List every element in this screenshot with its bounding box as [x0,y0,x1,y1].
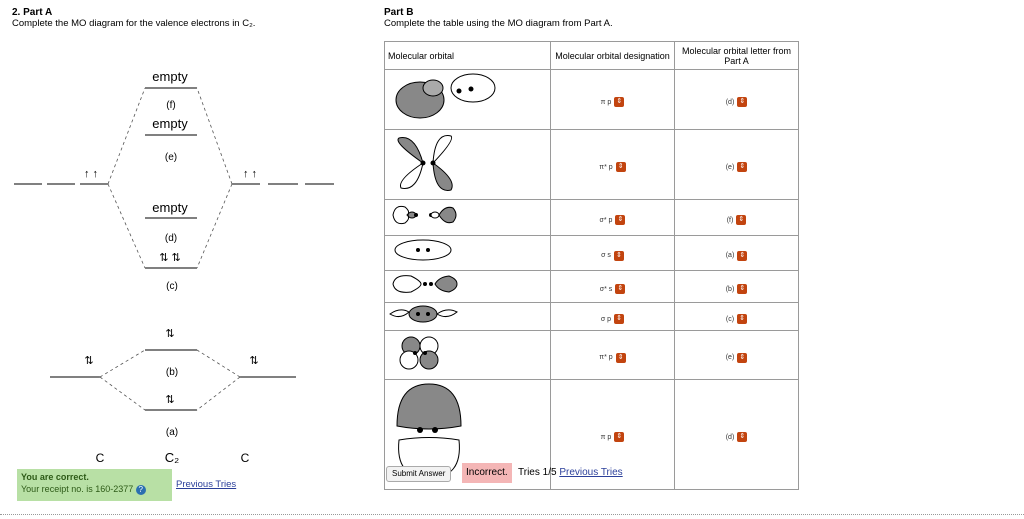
designation-cell [551,303,675,331]
sigma-s-icon [385,236,545,265]
electrons-right-s: ⇅ [249,355,259,367]
letter-select[interactable] [726,97,748,107]
sigma-p-icon [385,303,545,325]
designation-value: σ p [600,315,612,323]
select-arrows-icon[interactable]: ⇕ [737,353,747,363]
label-atom-left: C [95,451,105,465]
electrons-d: ⇅ ⇅ [159,252,181,264]
receipt-line [21,484,168,495]
select-arrows-icon[interactable]: ⇕ [614,314,624,324]
header-molecular-orbital: Molecular orbital [385,42,551,70]
label-e: (e) [164,152,178,163]
orbital-pi-star-clover [385,130,551,200]
correct-feedback [17,469,172,501]
letter-select[interactable] [726,284,748,294]
bottom-divider [0,514,1024,519]
table-row [385,130,799,200]
part-b-title: Part B [384,7,414,18]
label-empty-f: empty [152,116,188,131]
letter-select[interactable] [727,215,747,225]
label-a: (a) [165,427,179,438]
letter-select[interactable] [726,314,747,324]
label-d: (d) [164,233,178,244]
label-atom-right: C [240,451,250,465]
orbital-pi-star-p [385,331,551,380]
letter-cell [675,331,799,380]
label-f: (f) [166,100,176,111]
letter-cell [675,70,799,130]
letter-value: (d) [725,433,735,441]
letter-select[interactable] [726,162,748,172]
electrons-left-p: ↑ ↑ [83,168,99,180]
label-empty-top: empty [152,69,188,84]
label-molecule: C₂ [164,450,180,465]
letter-value: (a) [725,252,735,259]
part-b-instruction: Complete the table using the MO diagram from Part A. [384,18,613,29]
designation-value: σ* s [599,285,613,293]
table-row [385,200,799,236]
table-row [385,331,799,380]
table-row [385,236,799,271]
designation-cell [551,200,675,236]
table-row [385,303,799,331]
letter-value: (d) [725,98,735,106]
letter-select[interactable] [726,251,748,261]
pi-star-clover-icon [385,130,545,194]
table-header-row [385,42,799,70]
tries-count: Tries 1/5 [518,467,557,478]
select-arrows-icon[interactable]: ⇕ [737,251,747,261]
letter-cell [675,130,799,200]
designation-select[interactable] [601,251,624,261]
letter-cell [675,380,799,490]
select-arrows-icon[interactable]: ⇕ [737,284,747,294]
label-empty-mid: empty [152,200,188,215]
designation-value: π p [600,433,612,441]
select-arrows-icon[interactable]: ⇕ [616,162,626,172]
designation-value: π* p [599,163,613,171]
orbital-sigma-star-p [385,200,551,236]
pi-p-bonding-icon [385,70,545,124]
correct-title: You are correct. [21,472,89,482]
pi-star-p-icon [385,331,545,374]
designation-value: π p [600,98,612,106]
letter-value: (e) [725,163,735,171]
sigma-star-s-icon [385,271,545,297]
designation-select[interactable] [601,97,625,107]
orbital-sigma-s [385,236,551,271]
letter-select[interactable] [726,353,748,363]
select-arrows-icon[interactable]: ⇕ [616,353,626,363]
letter-cell [675,200,799,236]
select-arrows-icon[interactable]: ⇕ [614,432,624,442]
designation-cell [551,331,675,380]
correlation-lines [100,88,240,410]
select-arrows-icon[interactable]: ⇕ [615,284,625,294]
select-arrows-icon[interactable]: ⇕ [737,162,747,172]
letter-value: (c) [725,315,735,323]
designation-select[interactable] [599,353,625,363]
table-row [385,70,799,130]
designation-cell [551,70,675,130]
letter-value: (e) [725,354,735,361]
electrons-right-p: ↑ ↑ [242,168,258,180]
orbital-pi-p-bonding [385,70,551,130]
electrons-b: ⇅ [165,394,175,406]
designation-cell [551,236,675,271]
letter-value: (b) [725,285,735,293]
letter-select[interactable] [726,432,748,442]
designation-select[interactable] [599,162,625,172]
designation-select[interactable] [601,314,624,324]
submit-answer-button[interactable]: Submit Answer [386,466,451,482]
label-b: (b) [165,367,179,378]
mo-table [384,41,799,490]
letter-cell [675,236,799,271]
tries-line [518,463,623,483]
label-c: (c) [166,281,178,292]
select-arrows-icon[interactable]: ⇕ [737,97,747,107]
incorrect-badge: Incorrect. [462,463,512,483]
receipt-text: Your receipt no. is 160-2377 [21,484,134,494]
select-arrows-icon[interactable]: ⇕ [615,215,625,225]
part-a-instruction: Complete the MO diagram for the valence electrons in C₂. [12,18,256,29]
select-arrows-icon[interactable]: ⇕ [737,432,747,442]
part-b-previous-tries-link[interactable]: Previous Tries [559,467,623,478]
letter-value: (f) [726,216,734,224]
designation-select[interactable] [600,284,626,294]
header-letter: Molecular orbital letter from Part A [675,42,799,70]
part-a-previous-tries-link[interactable]: Previous Tries [176,479,237,490]
select-arrows-icon[interactable]: ⇕ [737,314,747,324]
designation-value: π* p [599,354,613,361]
designation-cell [551,271,675,303]
mo-diagram [0,60,360,470]
letter-cell [675,271,799,303]
sigma-star-p-icon [385,200,545,230]
electrons-c: ⇅ [165,328,175,340]
select-arrows-icon[interactable]: ⇕ [614,251,624,261]
help-icon[interactable]: ? [136,485,146,495]
part-a-title: 2. Part A [12,7,53,18]
designation-cell [551,130,675,200]
orbital-sigma-star-s [385,271,551,303]
designation-select[interactable] [601,432,625,442]
designation-value: σ s [601,252,611,259]
designation-value: σ* p [599,216,613,224]
letter-cell [675,303,799,331]
table-row [385,271,799,303]
designation-select[interactable] [600,215,626,225]
electrons-left-s: ⇅ [84,355,94,367]
select-arrows-icon[interactable]: ⇕ [736,215,746,225]
header-designation: Molecular orbital designation [551,42,675,70]
select-arrows-icon[interactable]: ⇕ [614,97,624,107]
orbital-sigma-p [385,303,551,331]
